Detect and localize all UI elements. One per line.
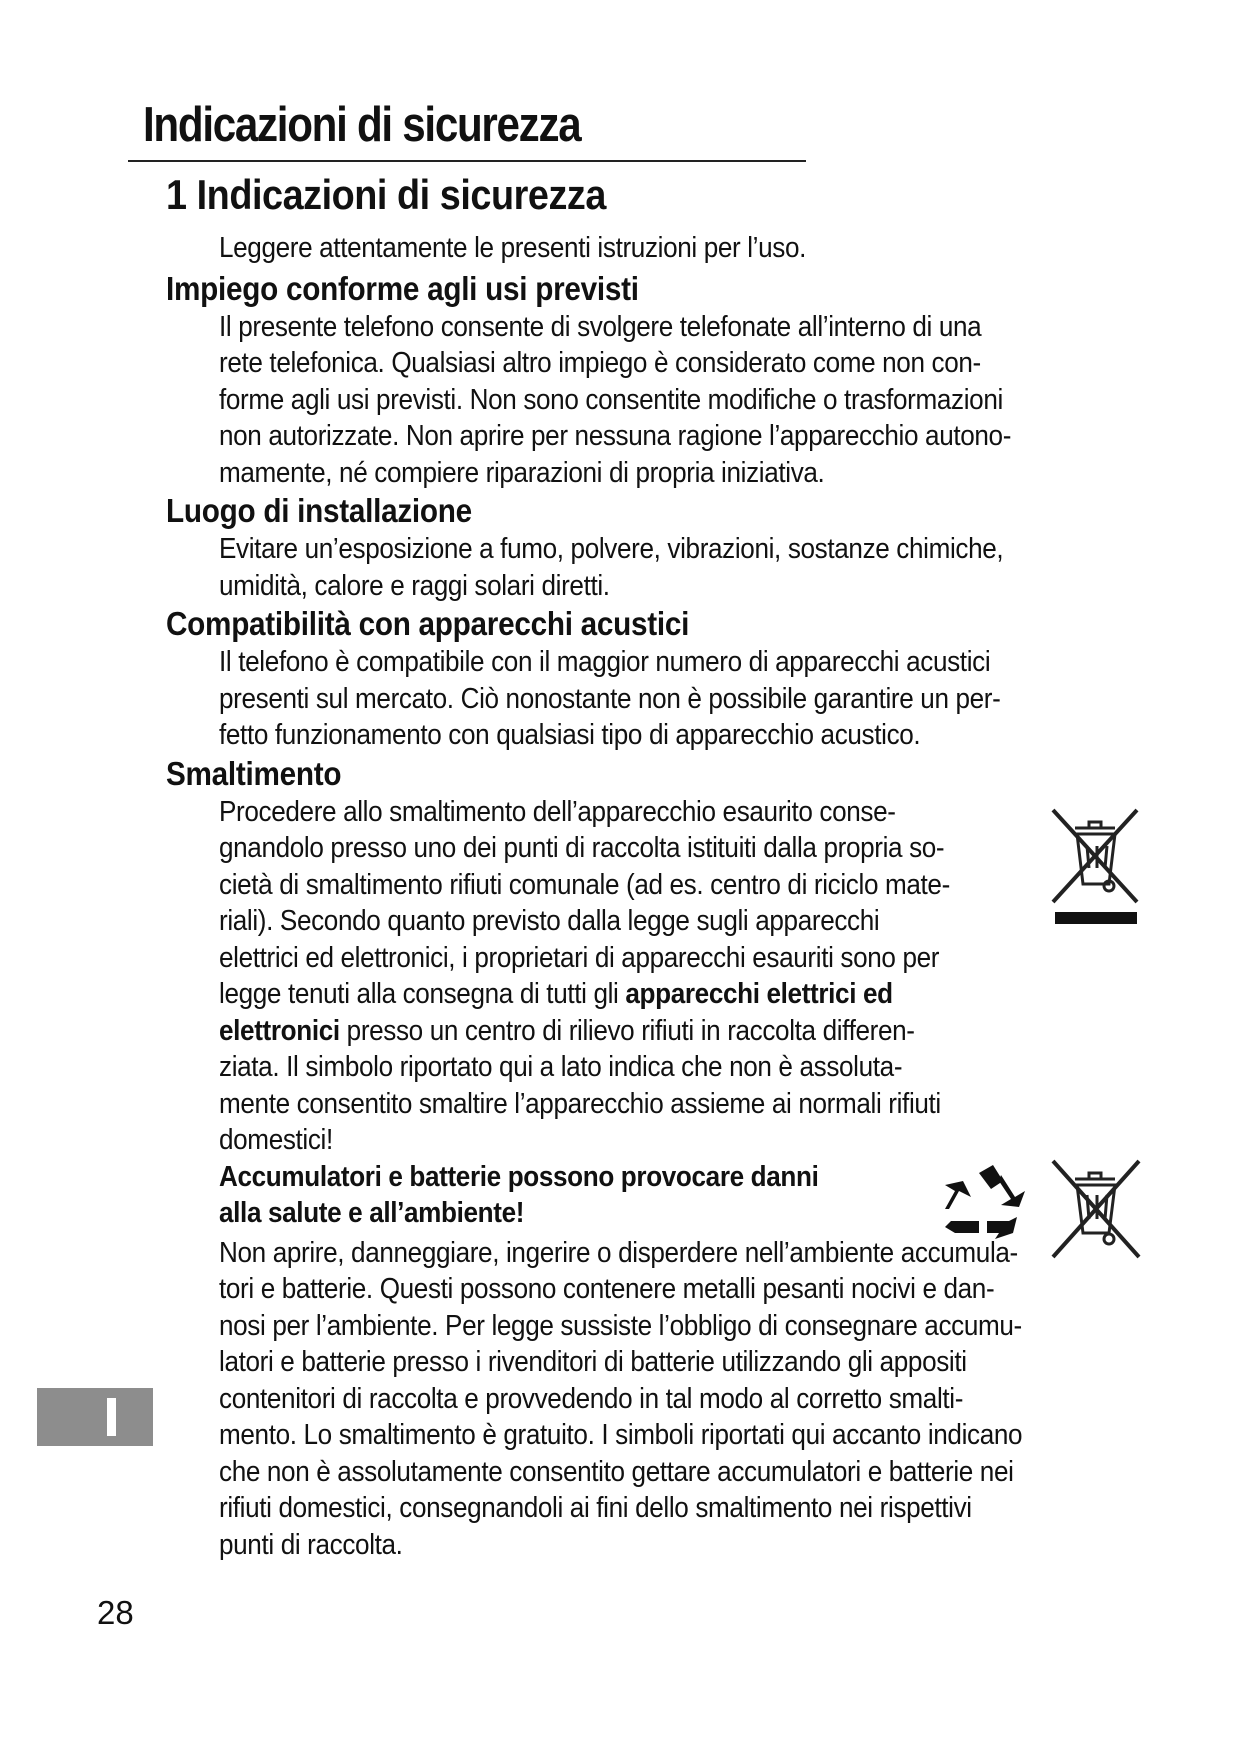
text-line: latori e batterie presso i rivenditori di batterie utilizzando gli appositi [219, 1346, 967, 1378]
text-span: legge tenuti alla consegna di tutti gli [219, 978, 626, 1010]
text-line: alla salute e all’ambiente! [219, 1197, 525, 1229]
main-content [166, 166, 1126, 1563]
text-line [219, 976, 1119, 1013]
text-line: presenti sul mercato. Ciò nonostante non è possibile garantire un per- [219, 682, 1001, 715]
text-line: riali). Secondo quanto previsto dalla legge sugli apparecchi [219, 905, 880, 937]
text-line: gnandolo presso uno dei punti di raccolta istituiti dalla propria so- [219, 832, 945, 864]
battery-warning [219, 1159, 1119, 1232]
intro-text [219, 230, 1119, 267]
text-line: Il presente telefono consente di svolgere telefonate all’interno di una [219, 310, 982, 343]
heading-hearing-aids: Compatibilità con apparecchi acustici [166, 605, 690, 642]
text-line [219, 1013, 1119, 1050]
bold-text: elettronici [219, 1014, 340, 1047]
paragraph-disposal [219, 794, 1119, 1159]
text-line: cietà di smaltimento rifiuti comunale (ad es. centro di riciclo mate- [219, 868, 950, 901]
heading-installation: Luogo di installazione [166, 492, 472, 529]
heading-disposal: Smaltimento [166, 754, 342, 792]
text-line: Il telefono è compatibile con il maggior numero di apparecchi acustici [219, 646, 991, 678]
text-line: Non aprire, danneggiare, ingerire o disperdere nell’ambiente accumula- [219, 1236, 1018, 1269]
language-tab-marker [37, 1388, 153, 1446]
text-line: mente consentito smaltire l’apparecchio assieme ai normali rifiuti [219, 1087, 941, 1120]
text-line: mamente, né compiere riparazioni di propria iniziativa. [219, 456, 825, 489]
text-line: non autorizzate. Non aprire per nessuna ragione l’apparecchio autono- [219, 420, 1012, 452]
heading-intended-use: Impiego conforme agli usi previsti [166, 269, 639, 307]
text-line: Accumulatori e batterie possono provocare danni [219, 1160, 819, 1193]
text-line: Evitare un’esposizione a fumo, polvere, vibrazioni, sostanze chimiche, [219, 533, 1004, 565]
paragraph-hearing-aids [219, 644, 1119, 754]
tab-glyph [107, 1398, 116, 1436]
header-rule [128, 160, 806, 162]
section-title: 1 Indicazioni di sicurezza [166, 171, 606, 218]
paragraph-installation [219, 531, 1119, 604]
text-line: punti di raccolta. [219, 1528, 403, 1561]
text-line: Procedere allo smaltimento dell’apparecchio esaurito conse- [219, 795, 896, 828]
intro-line: Leggere attentamente le presenti istruzioni per l’uso. [219, 232, 807, 264]
text-span: presso un centro di rilievo rifiuti in raccolta differen- [339, 1014, 915, 1047]
text-line: elettrici ed elettronici, i proprietari di apparecchi esauriti sono per [219, 941, 940, 974]
page-number: 28 [97, 1594, 134, 1631]
text-line: che non è assolutamente consentito gettare accumulatori e batterie nei [219, 1455, 1014, 1488]
paragraph-batteries [219, 1235, 1119, 1564]
text-line: rifiuti domestici, consegnandoli ai fini dello smaltimento nei rispettivi [219, 1492, 972, 1524]
text-line: nosi per l’ambiente. Per legge sussiste l’obbligo di consegnare accumu- [219, 1309, 1022, 1342]
text-line: tori e batterie. Questi possono contenere metalli pesanti nocivi e dan- [219, 1273, 995, 1305]
text-line: mento. Lo smaltimento è gratuito. I simboli riportati qui accanto indicano [219, 1419, 1023, 1451]
text-line: fetto funzionamento con qualsiasi tipo di apparecchio acustico. [219, 719, 921, 751]
text-line: umidità, calore e raggi solari diretti. [219, 569, 610, 602]
text-line: contenitori di raccolta e provvedendo in tal modo al corretto smalti- [219, 1382, 964, 1415]
text-line: forme agli usi previsti. Non sono consentite modifiche o trasformazioni [219, 383, 1003, 416]
page-header: Indicazioni di sicurezza [143, 98, 581, 152]
text-line: domestici! [219, 1124, 333, 1156]
text-line: rete telefonica. Qualsiasi altro impiego è considerato come non con- [219, 347, 981, 379]
bold-text: apparecchi elettrici ed [625, 978, 893, 1010]
batteries-block [166, 1159, 1126, 1564]
disposal-block [166, 794, 1126, 1159]
paragraph-intended-use [219, 309, 1119, 492]
text-line: ziata. Il simbolo riportato qui a lato indica che non è assoluta- [219, 1051, 903, 1083]
